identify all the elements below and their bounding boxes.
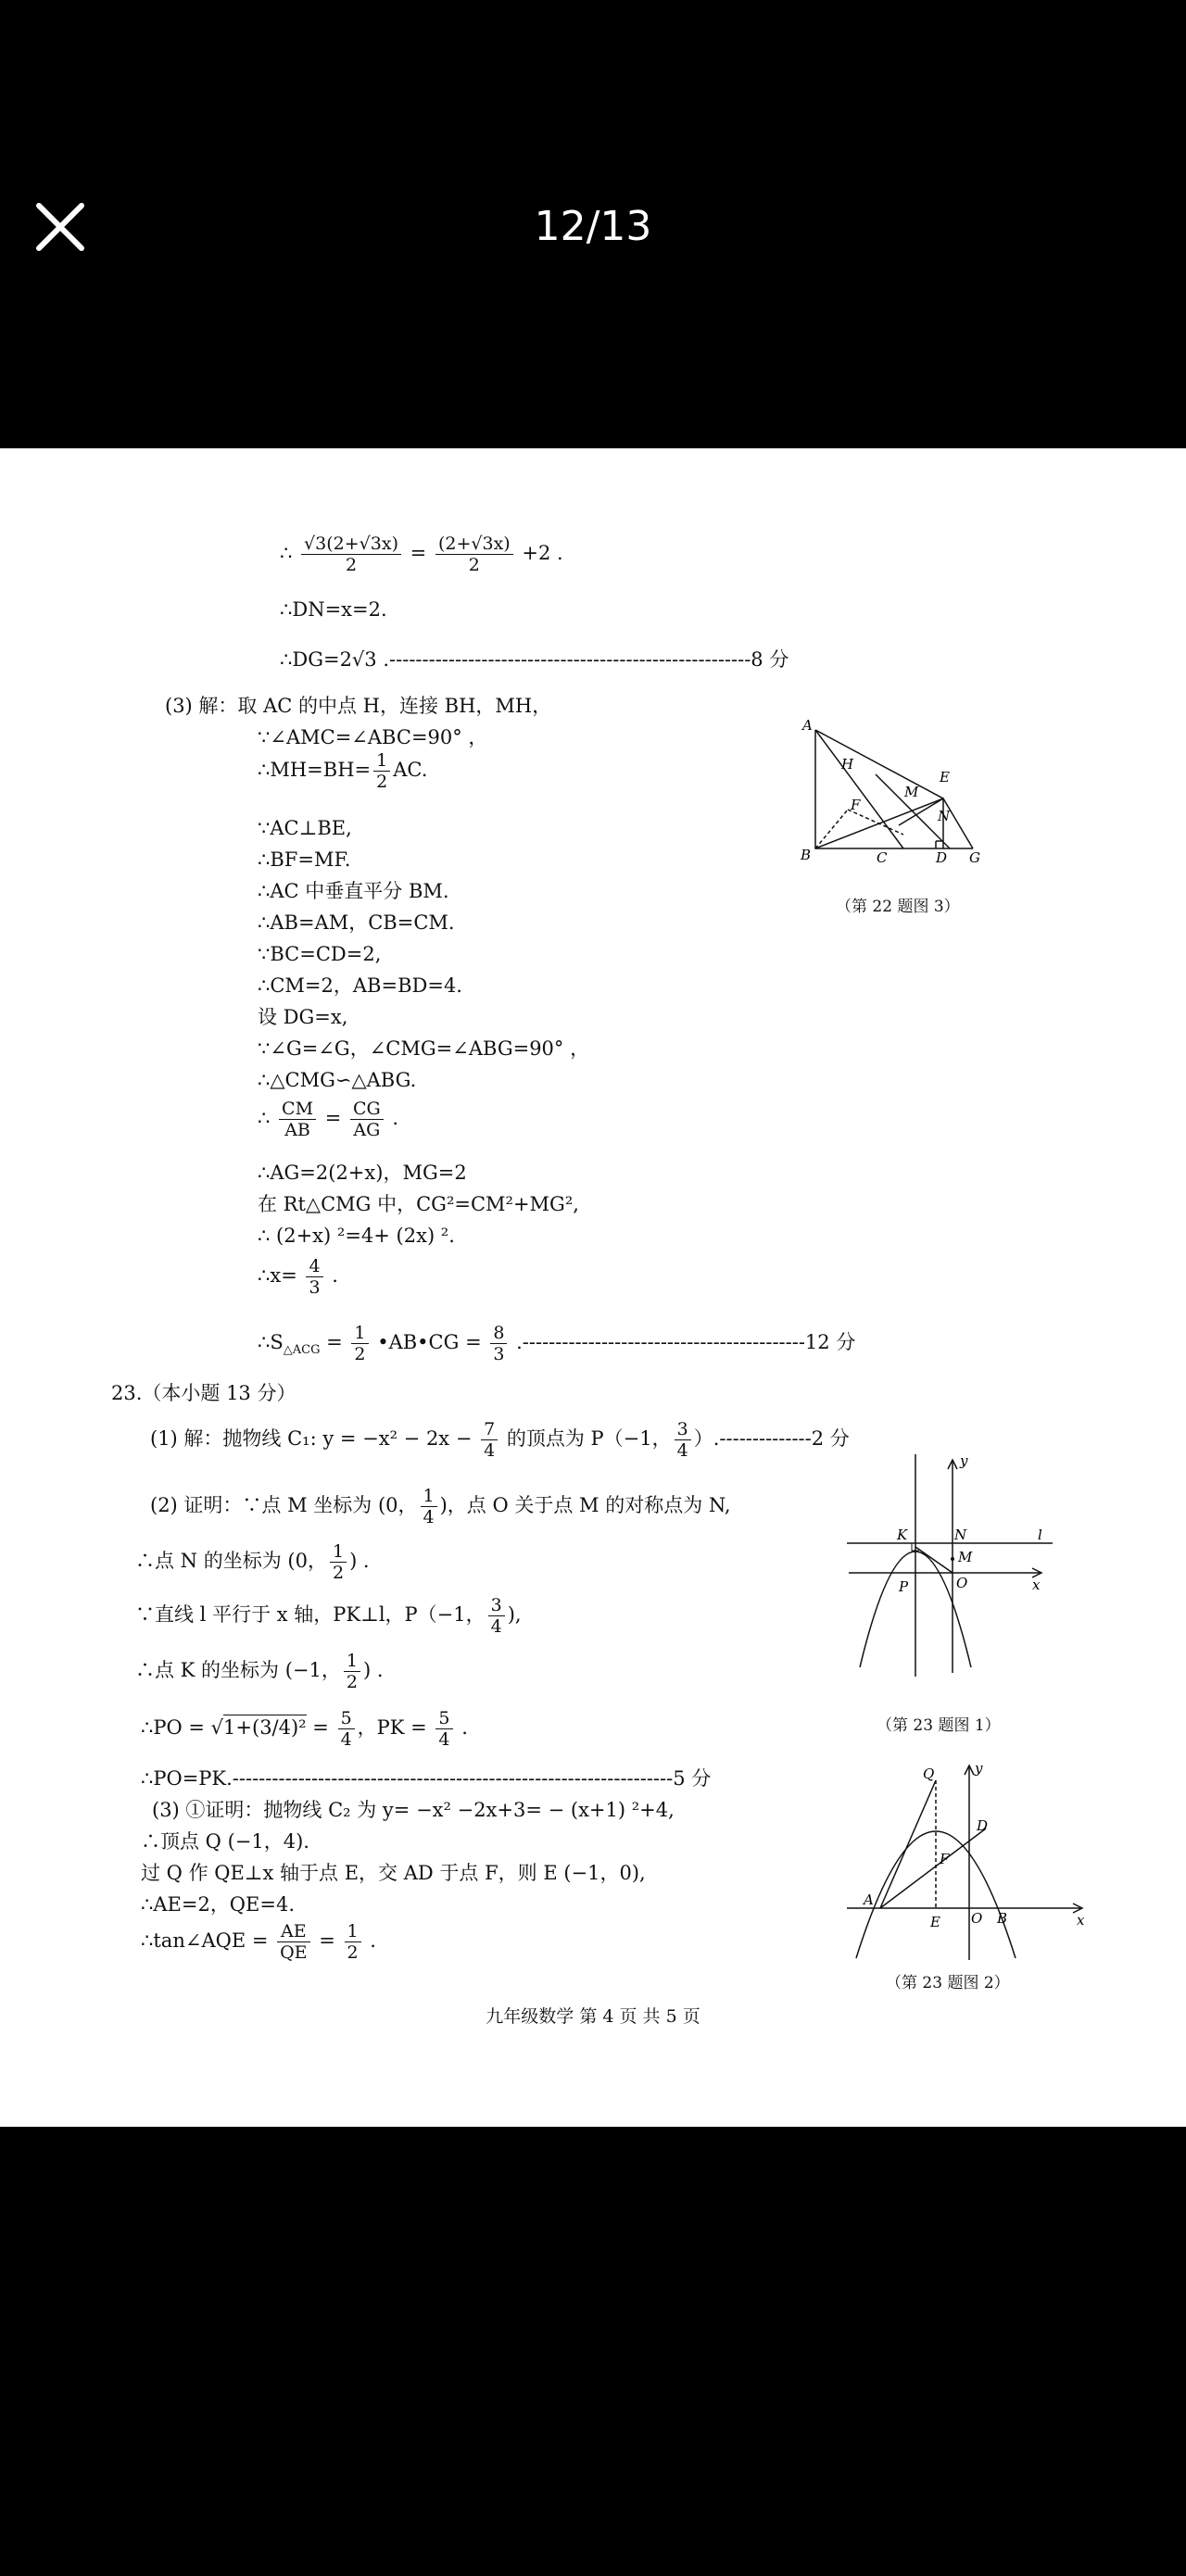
label-y: y bbox=[975, 1760, 983, 1777]
solution-line: ∴点 N 的坐标为 (0， $\frac{1}{2}$ ) . bbox=[135, 1541, 370, 1583]
solution-line: ∵直线 l 平行于 x 轴，PK⊥l，P（−1， $\frac{3}{4}$ ), bbox=[135, 1595, 522, 1637]
solution-line: (3) ①证明：抛物线 C₂ 为 y= −x² −2x+3= − (x+1) ²+4, bbox=[152, 1799, 675, 1821]
label-N: N bbox=[938, 808, 951, 824]
solution-line: $\therefore S_{\triangle ACG}$ = $\frac{1}{2}$ •AB•CG = $\frac{8}{3}$ .-------------------------------------------12 分 bbox=[258, 1323, 856, 1364]
solution-line: ∴△CMG∽△ABG. bbox=[258, 1069, 417, 1091]
figure-caption: （第 23 题图 1） bbox=[877, 1716, 1001, 1735]
label-O: O bbox=[956, 1575, 968, 1591]
label-M: M bbox=[904, 784, 919, 800]
page-footer: 九年级数学 第 4 页 共 5 页 bbox=[486, 2006, 700, 2027]
solution-line: ∴BF=MF. bbox=[258, 848, 351, 871]
solution-line: ∴DN=x=2. bbox=[280, 598, 387, 621]
label-B: B bbox=[997, 1910, 1008, 1927]
solution-line: ∴ $\frac{√3(2+√3x)}{2}$ = $\frac{(2+√3x)}{2}$ +2 . bbox=[280, 534, 563, 575]
solution-line: ∴AC 中垂直平分 BM. bbox=[258, 880, 449, 902]
figure-23-2 bbox=[843, 1760, 1093, 1964]
label-y: y bbox=[960, 1454, 968, 1469]
page-counter: 12/13 bbox=[534, 203, 652, 250]
label-F: F bbox=[940, 1851, 950, 1867]
solution-line: ∴点 K 的坐标为 (−1， $\frac{1}{2}$ ) . bbox=[135, 1651, 384, 1692]
label-O: O bbox=[971, 1910, 983, 1927]
label-B: B bbox=[801, 847, 812, 863]
solution-line: ∴DG=2√3 .-------------------------------------------------------8 分 bbox=[280, 648, 789, 671]
solution-line: (1) 解：抛物线 C₁: y = −x² − 2x − $\frac{7}{4}$ 的顶点为 P（−1， $\frac{3}{4}$ ）.--------------2 分 bbox=[150, 1419, 850, 1461]
label-E: E bbox=[940, 769, 950, 785]
solution-line: (3) 解：取 AC 的中点 H，连接 BH，MH， bbox=[165, 695, 552, 717]
solution-line: (2) 证明：∵点 M 坐标为 (0， $\frac{1}{4}$ )，点 O 关于点 M 的对称点为 N, bbox=[150, 1486, 731, 1527]
solution-line: 过 Q 作 QE⊥x 轴于点 E，交 AD 于点 F，则 E (−1，0), bbox=[141, 1862, 646, 1884]
label-D: D bbox=[977, 1817, 989, 1834]
label-x: x bbox=[1032, 1577, 1041, 1593]
figure-22-3 bbox=[797, 719, 991, 867]
solution-line: ∵AC⊥BE, bbox=[258, 817, 352, 839]
label-F: F bbox=[851, 797, 861, 813]
solution-line: ∴顶点 Q (−1，4). bbox=[141, 1830, 309, 1853]
label-C: C bbox=[877, 849, 888, 866]
label-Q: Q bbox=[923, 1766, 935, 1782]
question-heading: 23.（本小题 13 分） bbox=[111, 1382, 296, 1404]
document-page bbox=[0, 448, 1186, 2127]
figure-23-1 bbox=[843, 1454, 1066, 1677]
label-x: x bbox=[1077, 1912, 1085, 1929]
solution-line: 设 DG=x, bbox=[258, 1006, 348, 1028]
label-K: K bbox=[897, 1527, 908, 1543]
label-H: H bbox=[841, 756, 854, 773]
solution-line: ∴ $\frac{CM}{AB}$ = $\frac{CG}{AG}$ . bbox=[258, 1099, 399, 1140]
solution-line: 在 Rt△CMG 中，CG²=CM²+MG², bbox=[258, 1193, 579, 1215]
label-N: N bbox=[954, 1527, 967, 1543]
label-A: A bbox=[864, 1891, 874, 1908]
solution-line: ∴AG=2(2+x)，MG=2 bbox=[258, 1162, 467, 1184]
viewer-bottom-bar bbox=[0, 2127, 1186, 2576]
solution-line: ∴PO = √1+(3/4)² = $\frac{5}{4}$ ，PK = $\frac{5}{4}$ . bbox=[141, 1708, 468, 1750]
label-M: M bbox=[958, 1549, 973, 1565]
solution-line: ∵∠AMC=∠ABC=90° ， bbox=[258, 726, 488, 748]
viewer-top-bar bbox=[0, 0, 1186, 448]
figure-caption: （第 23 题图 2） bbox=[886, 1974, 1010, 1992]
label-A: A bbox=[802, 719, 813, 734]
label-E: E bbox=[930, 1914, 940, 1930]
solution-line: ∴MH=BH= $\frac{1}{2}$ AC. bbox=[258, 750, 428, 792]
solution-line: ∴tan∠AQE = $\frac{AE}{QE}$ = $\frac{1}{2}$ . bbox=[141, 1921, 376, 1963]
solution-line: ∴AE=2，QE=4. bbox=[141, 1893, 295, 1916]
solution-line: ∴PO=PK.-------------------------------------------------------------------5 分 bbox=[141, 1767, 712, 1790]
solution-line: ∴CM=2，AB=BD=4. bbox=[258, 974, 462, 997]
solution-line: ∵BC=CD=2, bbox=[258, 943, 382, 965]
solution-line: ∴AB=AM，CB=CM. bbox=[258, 911, 455, 934]
label-l: l bbox=[1038, 1527, 1042, 1543]
solution-line: ∴ (2+x) ²=4+ (2x) ². bbox=[258, 1225, 455, 1247]
figure-caption: （第 22 题图 3） bbox=[836, 898, 960, 916]
label-P: P bbox=[899, 1578, 909, 1595]
label-G: G bbox=[969, 849, 980, 866]
solution-line: ∴x= $\frac{4}{3}$ . bbox=[258, 1256, 338, 1298]
solution-line: ∵∠G=∠G，∠CMG=∠ABG=90° ， bbox=[258, 1037, 590, 1060]
label-D: D bbox=[936, 849, 948, 866]
